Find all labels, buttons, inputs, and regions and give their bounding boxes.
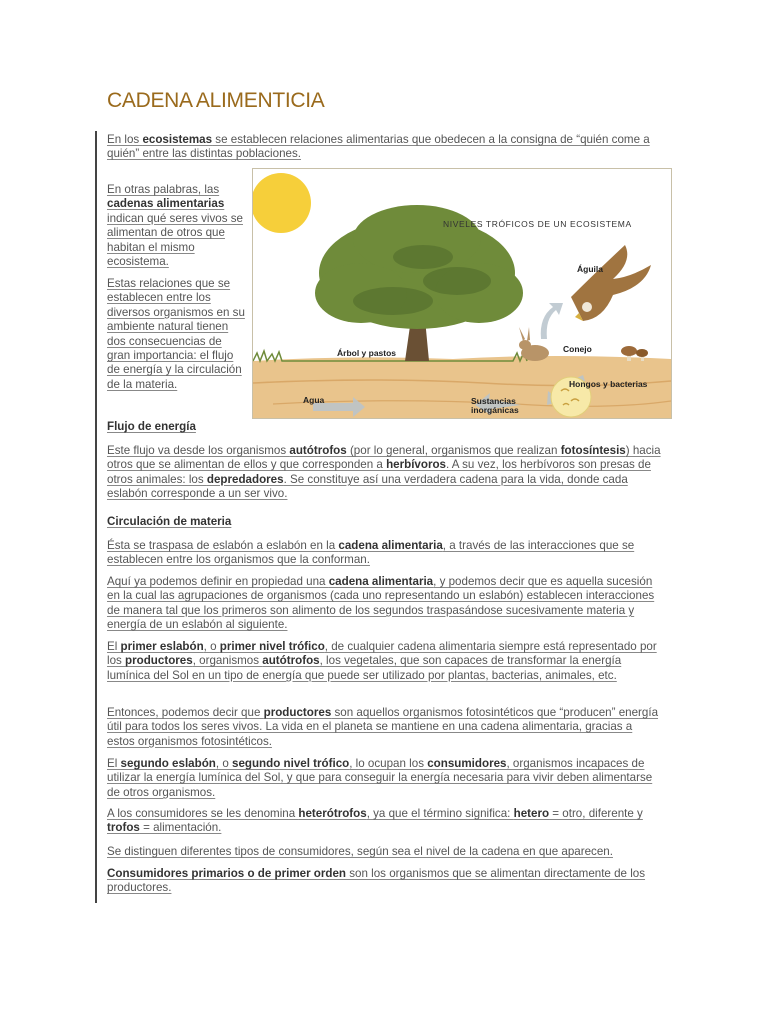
heading-flujo-energia: Flujo de energía (107, 420, 196, 433)
label-arbol: Árbol y pastos (337, 348, 397, 358)
label-conejo: Conejo (563, 344, 592, 354)
flujo-paragraph: Este flujo va desde los organismos autótrofos (por lo general, organismos que realizan fotosíntesis) hacia otros que se alimentan de ellos y que corresponden a herbívoros. A su vez, los herbívoros son presas de otros animales: los depredadores. Se constituye así una verdadera cadena para la vida, donde cada eslabón corresponde a un ser vivo. (107, 444, 661, 501)
circulacion-paragraph-6: A los consumidores se les denomina heterótrofos, ya que el término significa: hetero = otro, diferente y trofos = alimentación. (107, 807, 643, 835)
circulacion-paragraph-1: Ésta se traspasa de eslabón a eslabón en la cadena alimentaria, a través de las interacciones que se establecen entre los organismos que la conforman. (107, 539, 635, 567)
circulacion-paragraph-5: El segundo eslabón, o segundo nivel trófico, lo ocupan los consumidores, organismos incapaces de utilizar la energía lumínica del Sol, y que para conseguir la energía necesaria para vivir deben alimentarse de otros organismos. (107, 757, 653, 799)
figure-title: NIVELES TRÓFICOS DE UN ECOSISTEMA (443, 219, 632, 229)
trophic-levels-figure (252, 168, 672, 419)
label-agua: Agua (303, 395, 325, 405)
left-rule (95, 131, 97, 903)
label-hongos: Hongos y bacterias (569, 379, 648, 389)
circulacion-paragraph-3: El primer eslabón, o primer nivel trófico, de cualquier cadena alimentaria siempre está representado por los productores, organismos autótrofos, los vegetales, que son capaces de transformar la energía lumínica del Sol en un tipo de energía que puede ser utilizado por plantas, bacterias, animales, etc. (107, 640, 657, 682)
intro-paragraph-3: Estas relaciones que se establecen entre los diversos organismos en su ambiente natural tienen dos consecuencias de gran importancia: el flujo de energía y la circulación de la materia. (107, 277, 245, 391)
circulacion-paragraph-4: Entonces, podemos decir que productores son aquellos organismos fotosintéticos que “producen” energía útil para todos los seres vivos. La vida en el planeta se mantiene en una cadena alimentaria, gracias a estos organismos fotosintéticos. (107, 706, 659, 748)
label-sustancias: Sustancias inorgánicas (471, 396, 519, 415)
eagle-icon (571, 245, 651, 321)
intro-paragraph-2: En otras palabras, las cadenas alimentarias indican qué seres vivos se alimentan de otros que habitan el mismo ecosistema. (107, 183, 243, 269)
circulacion-paragraph-2: Aquí ya podemos definir en propiedad una cadena alimentaria, y podemos decir que es aquella sucesión en la cual las agrupaciones de organismos (cada uno representando un eslabón) establecen interacciones de manera tal que los primeros son alimento de los segundos traspasándose sucesivamente materia y energía de un eslabón al siguiente. (107, 575, 655, 632)
heading-circulacion-materia: Circulación de materia (107, 515, 232, 528)
circulacion-paragraph-7: Se distinguen diferentes tipos de consumidores, según sea el nivel de la cadena en que aparecen. (107, 845, 613, 858)
intro-paragraph-1: En los ecosistemas se establecen relaciones alimentarias que obedecen a la consigna de “quién come a quién” entre las distintas poblaciones. (107, 133, 650, 161)
page-title: CADENA ALIMENTICIA (107, 89, 325, 112)
circulacion-paragraph-8: Consumidores primarios o de primer orden son los organismos que se alimentan directamente de los productores. (107, 867, 646, 895)
sun-icon (253, 173, 311, 233)
label-aguila: Águila (577, 264, 603, 274)
